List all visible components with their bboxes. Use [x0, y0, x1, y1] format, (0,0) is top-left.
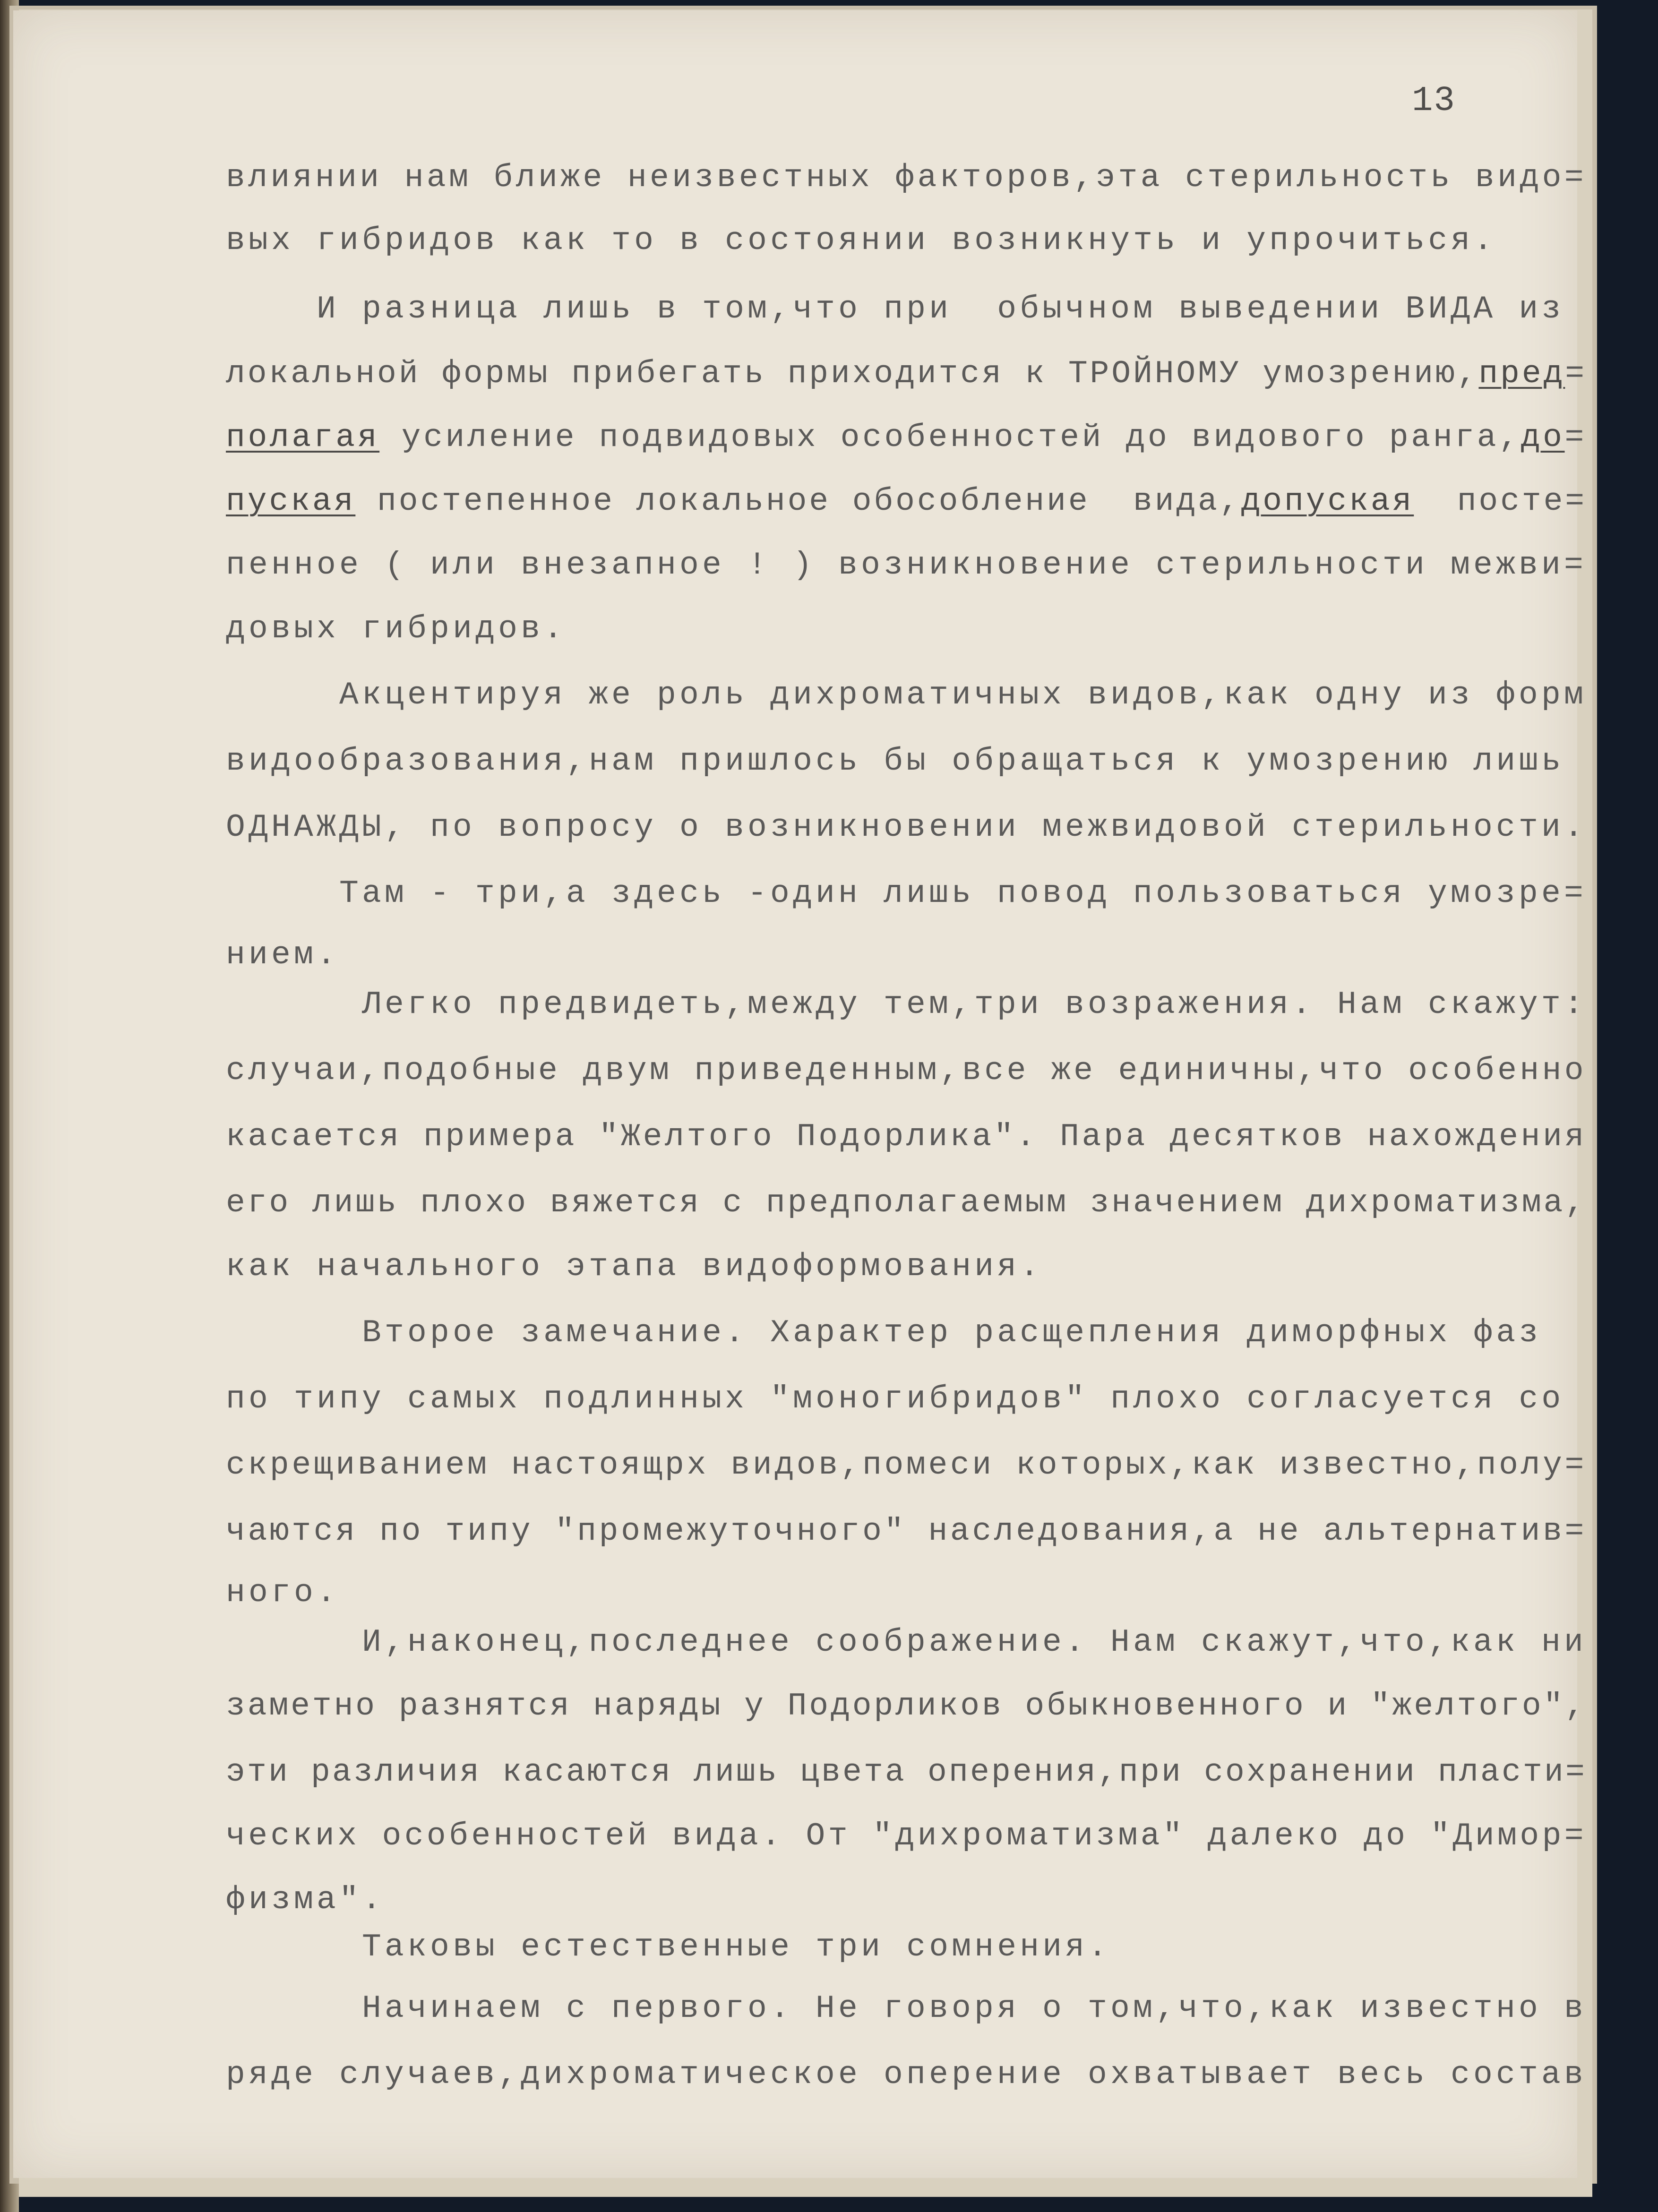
text-segment: И разница лишь в том,что при обычном выведении ВИДА из: [226, 291, 1564, 327]
underlined-word: пред: [1478, 356, 1565, 392]
text-segment: Таковы естественные три сомнения.: [226, 1929, 1111, 1965]
text-line: [226, 2056, 1587, 2094]
text-line: [226, 809, 1587, 847]
text-line: [226, 1929, 1110, 1966]
text-segment: =: [1565, 356, 1587, 392]
text-line: [226, 291, 1564, 328]
typewritten-page: [13, 10, 1587, 2178]
text-segment: Начинаем с первого. Не говоря о том,что,как известно в: [226, 1990, 1587, 2027]
text-segment: усиление подвидовых особенностей до видового ранга,: [379, 420, 1521, 456]
text-line: [226, 355, 1587, 393]
text-line: [226, 1248, 1042, 1286]
text-line: [226, 1881, 385, 1919]
text-segment: Легко предвидеть,между тем,три возражения. Нам скажут:: [226, 986, 1587, 1023]
text-line: [226, 1990, 1587, 2028]
text-segment: довых гибридов.: [226, 611, 567, 647]
text-segment: постепенное локальное обособление вида,: [355, 483, 1241, 520]
text-line: [226, 1574, 339, 1612]
text-segment: ряде случаев,дихроматическое оперение охватывает весь состав: [226, 2057, 1587, 2093]
text-segment: =: [1564, 420, 1587, 456]
text-segment: посте=: [1414, 483, 1587, 520]
text-segment: Акцентируя же роль дихроматичных видов,как одну из форм: [226, 677, 1587, 713]
text-segment: эти различия касаются лишь цвета оперения,при сохранении пласти=: [226, 1754, 1587, 1791]
text-segment: ного.: [226, 1575, 340, 1611]
text-line: [226, 419, 1587, 457]
page-number: 13: [1412, 81, 1456, 121]
text-line: [226, 1447, 1587, 1484]
text-line: [226, 1314, 1541, 1352]
underlined-word: пуская: [226, 483, 356, 520]
text-segment: заметно разнятся наряды у Подорликов обыкновенного и "желтого",: [226, 1688, 1587, 1724]
text-segment: как начального этапа видоформования.: [226, 1249, 1043, 1285]
text-line: [226, 483, 1587, 521]
text-segment: видообразования,нам пришлось бы обращаться к умозрению лишь: [226, 743, 1564, 780]
text-line: [226, 1052, 1587, 1090]
text-line: [226, 1754, 1587, 1792]
text-line: [226, 610, 566, 648]
underlined-word: полагая: [226, 420, 380, 456]
text-line: [226, 743, 1564, 780]
text-line: [226, 986, 1587, 1024]
text-segment: физма".: [226, 1882, 385, 1918]
text-segment: его лишь плохо вяжется с предполагаемым значением дихроматизма,: [226, 1185, 1587, 1221]
text-segment: влиянии нам ближе неизвестных факторов,эта стерильность видо=: [226, 160, 1587, 196]
text-segment: по типу самых подлинных "моногибридов" плохо согласуется со: [226, 1381, 1564, 1417]
underlined-word: допуская: [1241, 483, 1414, 520]
text-line: [226, 1380, 1564, 1418]
text-segment: ОДНАЖДЫ, по вопросу о возникновении межвидовой стерильности.: [226, 809, 1587, 846]
text-segment: Второе замечание. Характер расщепления диморфных фаз: [226, 1315, 1542, 1351]
underlined-word: до: [1521, 420, 1565, 456]
text-segment: скрещиванием настоящрх видов,помеси которых,как известно,полу=: [226, 1447, 1587, 1483]
text-line: [226, 875, 1587, 913]
text-segment: пенное ( или внезапное ! ) возникновение стерильности межви=: [226, 547, 1587, 583]
text-line: [226, 222, 1496, 260]
text-line: [226, 1818, 1587, 1855]
text-segment: И,наконец,последнее соображение. Нам скажут,что,как ни: [226, 1624, 1587, 1661]
text-segment: чаются по типу "промежуточного" наследования,а не альтернатив=: [226, 1513, 1587, 1550]
text-line: [226, 677, 1587, 714]
text-line: [226, 1118, 1587, 1156]
text-line: [226, 1513, 1587, 1551]
text-segment: касается примера "Желтого Подорлика". Пара десятков нахождения: [226, 1119, 1587, 1155]
text-segment: ческих особенностей вида. От "дихроматизма" далеко до "Димор=: [226, 1818, 1587, 1854]
text-segment: Там - три,а здесь -один лишь повод пользоваться умозре=: [226, 875, 1587, 912]
text-segment: локальной формы прибегать приходится к ТРОЙНОМУ умозрению,: [226, 356, 1479, 392]
text-line: [226, 1688, 1587, 1725]
text-line: [226, 547, 1587, 584]
text-line: [226, 1184, 1587, 1222]
text-segment: нием.: [226, 937, 340, 973]
text-line: [226, 936, 339, 974]
text-line: [226, 1624, 1587, 1662]
text-segment: случаи,подобные двум приведенным,все же единичны,что особенно: [226, 1053, 1587, 1089]
text-segment: вых гибридов как то в состоянии возникнуть и упрочиться.: [226, 223, 1496, 259]
text-line: [226, 159, 1587, 197]
